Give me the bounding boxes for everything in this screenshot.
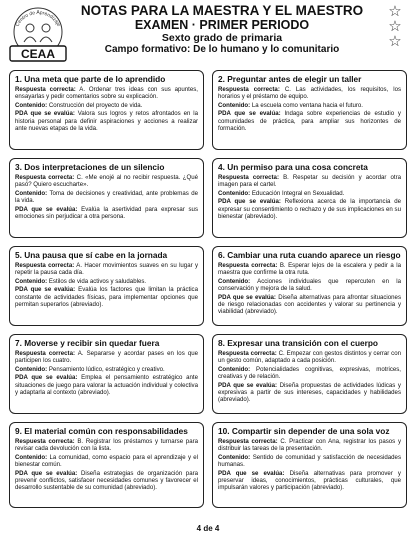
answer-text: C. Las actividades, los requisitos, los horarios y el préstamo de equipo.: [218, 85, 402, 100]
answer-label: Respuesta correcta:: [15, 173, 75, 181]
field-title: Campo formativo: De lo humano y lo comunitario: [104, 44, 340, 55]
pda-label: PDA que se evalúa:: [218, 110, 281, 118]
content-text: Toma de decisiones y creatividad, ante problemas de la vida.: [15, 189, 198, 204]
answer-label: Respuesta correcta:: [218, 261, 278, 269]
pda-text: Emplea el pensamiento estratégico ante situaciones de juego para valorar la actuación individual y colectiva y adaptarla al contexto (abreviado).: [15, 374, 198, 396]
content-label: Contenido:: [218, 189, 251, 197]
card-content: [15, 190, 198, 204]
answer-label: Respuesta correcta:: [218, 349, 277, 357]
card-title: 5. Una pausa que sí cabe en la jornada: [15, 250, 168, 260]
answer-card: [212, 70, 407, 150]
exam-title: EXAMEN · PRIMER PERIODO: [134, 18, 310, 32]
pda-text: Reflexiona acerca de la importancia de expresar su consentimiento o rechazo y de sus implicaciones en su bienestar (abreviado).: [218, 198, 401, 220]
answer-card: [212, 246, 407, 326]
pda-label: PDA que se evalúa:: [218, 381, 278, 389]
content-text: Potencialidades cognitivas, expresivas, motrices, creativas y de relación.: [218, 365, 401, 380]
card-answer: [218, 438, 401, 452]
card-title: 4. Un permiso para una cosa concreta: [218, 162, 368, 172]
answer-cards-grid: [9, 70, 407, 508]
logo-text: CEAA: [20, 47, 56, 61]
card-content: [218, 278, 401, 292]
answer-card: [9, 158, 204, 238]
pda-label: PDA que se evalúa:: [15, 286, 76, 294]
content-label: Contenido:: [15, 453, 48, 461]
pda-label: PDA que se evalúa:: [218, 198, 281, 206]
pda-text: Evalúa los factores que limitan la práctica constante de actividades físicas, para implementar opciones que permitan superarlos (abreviado).: [15, 286, 198, 308]
card-pda: [218, 110, 401, 132]
card-pda: [218, 470, 401, 492]
main-title: NOTAS PARA LA MAESTRA Y EL MAESTRO: [80, 3, 364, 18]
pda-text: Diseña estrategias de organización para prevenir conflictos, satisfacer necesidades comunes y favorecer el desarrollo sustentable de su comunidad (abreviado).: [15, 469, 198, 491]
card-answer: [218, 174, 401, 188]
title-block: [72, 3, 372, 56]
answer-text: C. «Me enojé al no recibir respuesta. ¿Qué pasó? Quiero escucharte».: [15, 173, 198, 188]
card-content: [15, 278, 198, 285]
card-answer: [218, 262, 401, 276]
pda-label: PDA que se evalúa:: [15, 205, 78, 213]
card-pda: [15, 470, 198, 492]
answer-label: Respuesta correcta:: [218, 85, 280, 93]
card-title: 10. Compartir sin depender de una sola voz: [218, 426, 390, 436]
content-label: Contenido:: [218, 453, 251, 461]
card-answer: [15, 174, 198, 188]
pda-label: PDA que se evalúa:: [218, 469, 285, 477]
answer-label: Respuesta correcta:: [218, 173, 279, 181]
card-title: 3. Dos interpretaciones de un silencio: [15, 162, 165, 172]
pda-text: Diseña alternativas para afrontar situaciones de riesgo relacionadas con accidentes y valorar su pertinencia y viabilidad (abreviado).: [218, 293, 401, 315]
card-title: 8. Expresar una transición con el cuerpo: [218, 338, 378, 348]
content-text: Pensamiento lúdico, estratégico y creativo.: [48, 365, 165, 373]
ceaa-logo: [6, 6, 70, 64]
content-text: Acciones individuales que repercuten en la conservación y mejora de la salud.: [218, 277, 402, 292]
rating-stars: [382, 4, 408, 49]
content-text: Construcción del proyecto de vida.: [48, 101, 143, 109]
pda-text: Diseña alternativas para promover y preservar ideas, conocimientos, prácticas culturales, que impulsarán valores y participación (abreviado).: [218, 469, 401, 491]
card-answer: [218, 86, 401, 100]
answer-text: C. Empezar con gestos distintos y cerrar con un gesto común, adaptado a cada posición.: [218, 349, 402, 364]
answer-card: [9, 246, 204, 326]
content-label: Contenido:: [15, 101, 48, 109]
card-content: [15, 102, 198, 109]
content-text: La comunidad, como espacio para el aprendizaje y el bienestar común.: [15, 453, 199, 468]
pda-label: PDA que se evalúa:: [15, 374, 78, 382]
content-text: La escuela como ventana hacia el futuro.: [251, 101, 363, 109]
content-text: Educación Integral en Sexualidad.: [251, 189, 345, 197]
answer-card: [212, 158, 407, 238]
pda-label: PDA que se evalúa:: [15, 110, 75, 118]
answer-text: C. Practicar con Ana, registrar los pasos y distribuir las tareas de la presentación.: [218, 437, 401, 452]
pda-text: Indaga sobre experiencias de estudio y comunidades de práctica, para ampliar sus horizontes de formación.: [218, 110, 401, 132]
answer-card: [9, 334, 204, 414]
pda-label: PDA que se evalúa:: [15, 469, 78, 477]
answer-label: Respuesta correcta:: [218, 437, 278, 445]
card-content: [218, 454, 401, 468]
content-label: Contenido:: [15, 277, 48, 285]
card-pda: [15, 206, 198, 220]
card-title: 7. Moverse y recibir sin quedar fuera: [15, 338, 160, 348]
card-pda: [218, 198, 401, 220]
grade-title: Sexto grado de primaria: [161, 32, 283, 44]
card-content: [15, 454, 198, 468]
answer-text: B. Respetar su decisión y acordar otra imagen para el cartel.: [218, 173, 401, 188]
page-number: 4 de 4: [196, 524, 220, 533]
card-content: [218, 366, 401, 380]
answer-text: A. Ordenar tres ideas con sus apuntes, ensayarlas y pedir comentarios sobre su explicación.: [15, 85, 198, 100]
answer-text: B. Registrar los préstamos y turnarse para revisar cada devolución con la lista.: [15, 437, 198, 452]
svg-text:Centro de Aprendizaje: [15, 10, 62, 28]
pda-text: Diseña propuestas de actividades lúdicas y expresivas a partir de sus intereses, capacidades y habilidades (abreviado).: [218, 381, 401, 403]
card-content: [218, 190, 401, 197]
content-label: Contenido:: [218, 365, 251, 373]
card-title: 6. Cambiar una ruta cuando aparece un riesgo: [218, 250, 401, 260]
star-icon: ☆: [388, 2, 402, 20]
answer-label: Respuesta correcta:: [15, 85, 76, 93]
ceaa-logo-graphic: [6, 6, 70, 64]
card-answer: [15, 350, 198, 364]
card-pda: [15, 110, 198, 132]
answer-card: [212, 422, 407, 508]
content-label: Contenido:: [218, 277, 251, 285]
answer-text: A. Hacer movimientos suaves en su lugar y repetir la pausa cada día.: [15, 261, 199, 276]
answer-label: Respuesta correcta:: [15, 349, 75, 357]
pda-text: Evalúa la asertividad para expresar sus emociones sin perjudicar a otra persona.: [15, 205, 198, 220]
answer-label: Respuesta correcta:: [15, 437, 75, 445]
pda-label: PDA que se evalúa:: [218, 293, 276, 301]
answer-label: Respuesta correcta:: [15, 261, 75, 269]
answer-card: [9, 422, 204, 508]
card-pda: [15, 374, 198, 396]
card-answer: [218, 350, 401, 364]
card-content: [218, 102, 401, 109]
card-answer: [15, 262, 198, 276]
star-icon: ☆: [388, 32, 402, 50]
card-pda: [218, 294, 401, 316]
content-text: Sentido de comunidad y satisfacción de necesidades humanas.: [218, 453, 401, 468]
card-pda: [218, 382, 401, 404]
pda-text: Valora sus logros y retos afrontados en la historia personal para definir aspiraciones y acciones a realizar ante nuevas etapas de la vida.: [15, 110, 198, 132]
content-label: Contenido:: [15, 189, 48, 197]
answer-card: [212, 334, 407, 414]
card-answer: [15, 438, 198, 452]
answer-text: A. Separarse y acordar pases en los que participen los cuatro.: [15, 349, 199, 364]
star-icon: ☆: [388, 17, 402, 35]
card-title: 1. Una meta que parte de lo aprendido: [15, 74, 166, 84]
card-answer: [15, 86, 198, 100]
header: [0, 0, 416, 70]
card-content: [15, 366, 198, 373]
answer-card: [9, 70, 204, 150]
card-title: 9. El material común con responsabilidades: [15, 426, 188, 436]
logo-ring-text: Centro de Aprendizaje: [14, 10, 62, 28]
content-label: Contenido:: [15, 365, 48, 373]
content-label: Contenido:: [218, 101, 251, 109]
answer-text: B. Esperar lejos de la escalera y pedir a la maestra que confirme la otra ruta.: [218, 261, 402, 276]
card-title: 2. Preguntar antes de elegir un taller: [218, 74, 362, 84]
content-text: Estilos de vida activos y saludables.: [48, 277, 147, 285]
card-pda: [15, 286, 198, 308]
